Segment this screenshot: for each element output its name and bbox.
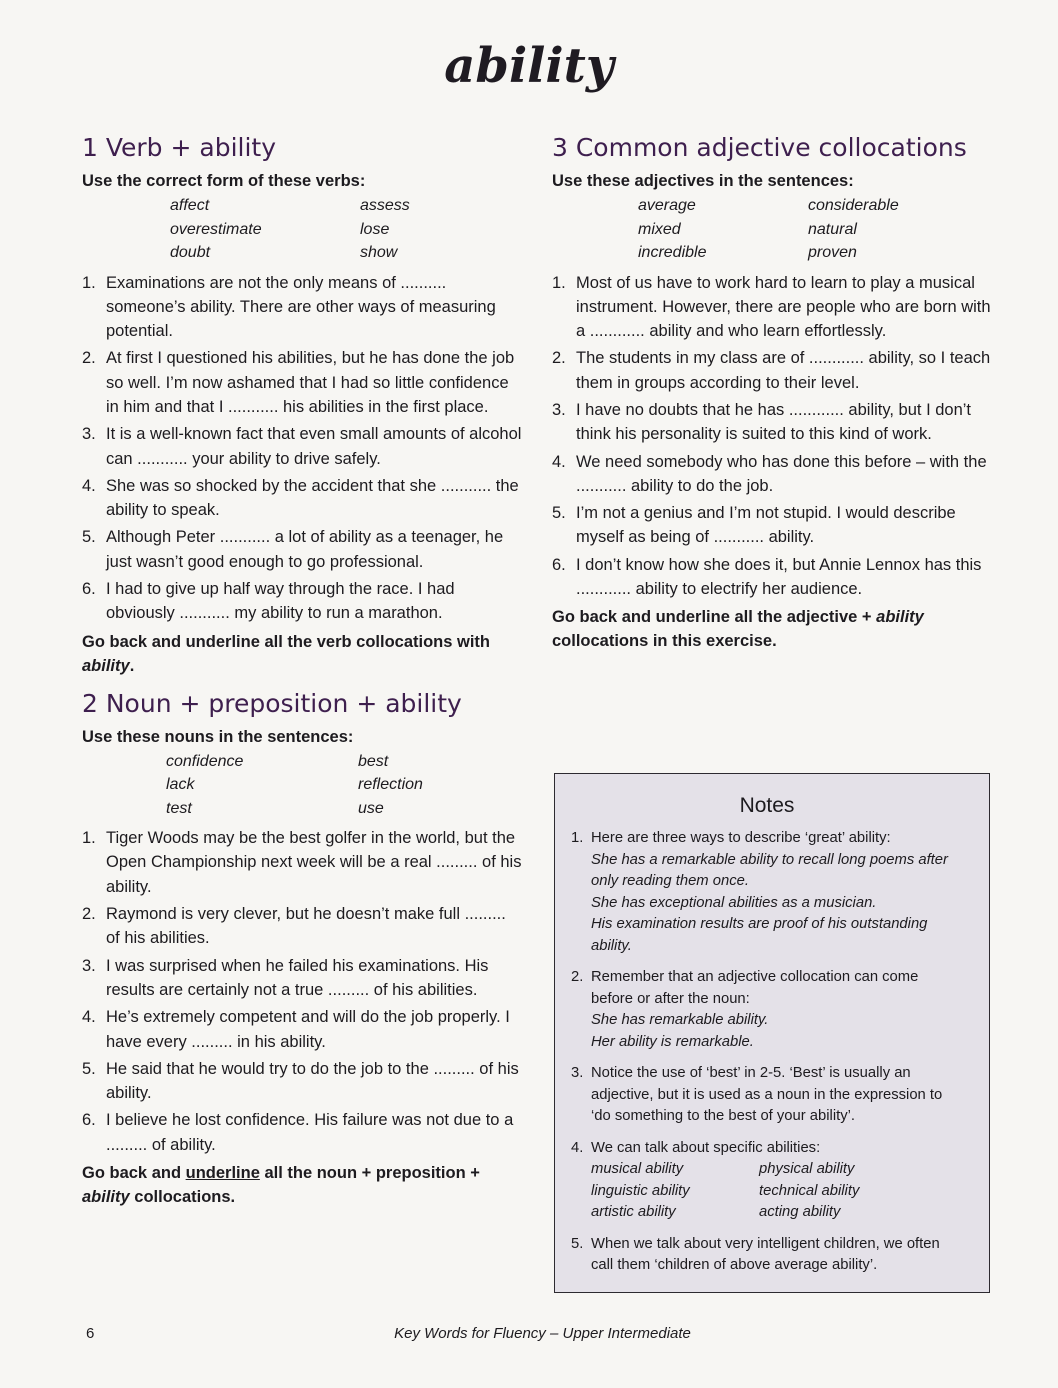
note-item	[571, 1138, 963, 1224]
note-number: 4.	[571, 1139, 584, 1156]
right-column	[552, 132, 992, 663]
word-item: confidence	[166, 752, 244, 770]
exercise-item	[82, 954, 522, 1003]
item-number: 5.	[552, 504, 566, 523]
item-text: It is a well-known fact that even small amounts of alcohol can ........... your ability to drive safely.	[106, 425, 522, 468]
note-text: When we talk about very intelligent children, we often call them ‘children of above average ability’.	[591, 1235, 940, 1273]
ability-example: technical ability	[759, 1182, 860, 1199]
item-text: At first I questioned his abilities, but he has done the job so well. I’m now ashamed that I had so little confidence in him and that I ........... his abilities in the first place.	[106, 349, 515, 416]
item-number: 1.	[552, 273, 566, 292]
item-text: I’m not a genius and I’m not stupid. I would describe myself as being of ........... ability.	[576, 504, 956, 547]
note-number: 2.	[571, 969, 584, 985]
exercise-item	[82, 1005, 522, 1054]
go-back-underlined: underline	[185, 1164, 260, 1183]
word-item: assess	[360, 197, 410, 214]
note-number: 1.	[571, 830, 584, 846]
item-text: The students in my class are of ............ ability, so I teach them in groups according to their level.	[576, 349, 991, 392]
item-number: 2.	[82, 349, 96, 368]
go-back-instruction	[82, 1161, 522, 1209]
word-item: natural	[808, 220, 857, 238]
note-example: His examination results are proof of his outstanding ability.	[591, 916, 928, 954]
word-item: mixed	[638, 220, 681, 238]
exercise-list	[82, 271, 522, 626]
note-example: She has a remarkable ability to recall long poems after only reading them once.	[591, 851, 948, 889]
note-text: Remember that an adjective collocation can come before or after the noun:	[591, 969, 919, 1007]
item-number: 6.	[82, 580, 96, 599]
word-item: test	[166, 799, 192, 817]
item-number: 3.	[552, 400, 566, 419]
go-back-text: collocations.	[129, 1188, 236, 1207]
left-column	[82, 132, 522, 1219]
section-instruction: Use the correct form of these verbs:	[82, 172, 366, 190]
word-item: overestimate	[170, 220, 262, 238]
go-back-instruction	[82, 630, 522, 678]
note-item	[571, 967, 963, 1053]
item-text: I don’t know how she does it, but Annie Lennox has this ............ ability to electrify her audience.	[576, 555, 982, 599]
go-back-emphasis: ability	[876, 608, 924, 627]
word-item: lack	[166, 776, 195, 794]
word-item: doubt	[170, 244, 211, 261]
exercise-item	[552, 553, 992, 602]
go-back-text: Go back and underline all the adjective +	[552, 608, 877, 627]
exercise-item	[552, 501, 992, 550]
item-text: She was so shocked by the accident that she ........... the ability to speak.	[106, 476, 519, 520]
item-number: 5.	[82, 1059, 96, 1078]
exercise-item	[82, 422, 522, 471]
exercise-item	[82, 474, 522, 523]
section-verb-ability	[82, 132, 522, 678]
word-item: use	[358, 799, 384, 817]
item-number: 3.	[82, 425, 96, 444]
section-adjective-collocations	[552, 132, 992, 653]
item-number: 2.	[82, 905, 96, 924]
go-back-text: Go back and underline all the verb collocations with	[82, 632, 490, 651]
item-text: I had to give up half way through the race. I had obviously ........... my ability to run a marathon.	[106, 580, 455, 623]
word-item: proven	[808, 244, 857, 261]
item-number: 2.	[552, 349, 566, 368]
page-title: ability	[444, 38, 614, 94]
abilities-grid	[591, 1159, 963, 1224]
notes-title: Notes	[739, 794, 795, 817]
exercise-item	[82, 1108, 522, 1157]
ability-example: musical ability	[591, 1161, 684, 1177]
item-text: I believe he lost confidence. His failure was not due to a ......... of ability.	[106, 1111, 514, 1154]
exercise-item	[552, 346, 992, 395]
item-text: He’s extremely competent and will do the job properly. I have every ......... in his ability.	[106, 1008, 510, 1051]
item-text: We need somebody who has done this before – with the ........... ability to do the job.	[576, 452, 987, 495]
book-title: Key Words for Fluency – Upper Intermediate	[394, 1325, 691, 1342]
note-example: She has exceptional abilities as a musician.	[591, 894, 877, 911]
exercise-item	[82, 577, 522, 626]
note-number: 3.	[571, 1065, 584, 1081]
section-heading: 3 Common adjective collocations	[552, 133, 967, 162]
item-text: Raymond is very clever, but he doesn’t make full ......... of his abilities.	[106, 905, 506, 948]
section-heading: 1 Verb + ability	[82, 133, 277, 162]
exercise-list	[552, 271, 992, 602]
word-list	[82, 194, 522, 265]
item-text: Although Peter ........... a lot of ability as a teenager, he just wasn’t good enough to go professional.	[106, 528, 504, 571]
word-list	[552, 194, 992, 265]
ability-example: linguistic ability	[591, 1182, 690, 1199]
section-noun-preposition-ability	[82, 688, 522, 1209]
exercise-item	[82, 1057, 522, 1106]
section-heading: 2 Noun + preposition + ability	[82, 688, 462, 718]
item-number: 6.	[82, 1111, 96, 1130]
exercise-list	[82, 826, 522, 1157]
exercise-item	[552, 271, 992, 344]
word-item: average	[638, 197, 696, 214]
item-number: 6.	[552, 555, 566, 574]
item-text: Examinations are not the only means of .......... someone’s ability. There are other ways of measuring potential.	[106, 273, 496, 341]
word-item: affect	[170, 197, 210, 214]
note-text: We can talk about specific abilities:	[591, 1139, 821, 1156]
exercise-item	[82, 346, 522, 419]
page-number: 6	[86, 1325, 95, 1342]
exercise-item	[82, 902, 522, 951]
note-text: Notice the use of ‘best’ in 2-5. ‘Best’ is usually an adjective, but it is used as a noun in the expression to ‘do something to the best of your ability’.	[591, 1065, 943, 1124]
go-back-text: collocations in this exercise.	[552, 632, 777, 651]
item-number: 4.	[82, 1008, 96, 1027]
item-number: 3.	[82, 956, 96, 975]
word-item: show	[360, 244, 398, 261]
item-text: He said that he would try to do the job to the ......... of his ability.	[106, 1059, 519, 1103]
note-item	[571, 1234, 963, 1277]
word-item: incredible	[638, 244, 707, 261]
ability-example: physical ability	[759, 1161, 855, 1177]
item-text: I was surprised when he failed his examinations. His results are certainly not a true ......... of his abilities.	[106, 956, 489, 999]
notes-box	[554, 773, 990, 1293]
note-example: She has remarkable ability.	[591, 1012, 769, 1028]
exercise-item	[82, 525, 522, 574]
word-item: best	[358, 752, 389, 770]
note-item	[571, 828, 963, 957]
ability-example: artistic ability	[591, 1204, 676, 1220]
ability-example: acting ability	[759, 1204, 841, 1220]
item-text: Most of us have to work hard to learn to play a musical instrument. However, there are people who are born with a ............ ability and who learn effortlessly.	[576, 273, 991, 341]
word-list	[82, 750, 522, 821]
item-number: 4.	[552, 452, 566, 471]
exercise-item	[82, 271, 522, 344]
go-back-text: all the noun + preposition +	[259, 1164, 480, 1183]
word-item: lose	[360, 220, 390, 238]
exercise-item	[82, 826, 522, 899]
item-text: Tiger Woods may be the best golfer in the world, but the Open Championship next week will be a real ......... of his ability.	[106, 829, 522, 896]
go-back-instruction	[552, 605, 992, 653]
go-back-text: Go back and	[82, 1164, 186, 1183]
word-item: considerable	[808, 197, 899, 214]
note-number: 5.	[571, 1235, 584, 1252]
go-back-emphasis: ability	[82, 1188, 130, 1207]
note-text: Here are three ways to describe ‘great’ ability:	[591, 830, 891, 846]
item-number: 1.	[82, 829, 96, 848]
item-number: 4.	[82, 476, 96, 495]
exercise-item	[552, 450, 992, 499]
section-instruction: Use these adjectives in the sentences:	[552, 172, 854, 190]
exercise-item	[552, 398, 992, 447]
item-text: I have no doubts that he has ............ ability, but I don’t think his personality is suited to this kind of work.	[576, 400, 972, 444]
note-example: Her ability is remarkable.	[591, 1033, 754, 1050]
go-back-emphasis: ability	[82, 656, 130, 675]
section-instruction: Use these nouns in the sentences:	[82, 727, 354, 746]
item-number: 1.	[82, 273, 96, 292]
go-back-text: .	[129, 656, 135, 675]
note-item	[571, 1063, 963, 1128]
item-number: 5.	[82, 528, 96, 547]
word-item: reflection	[358, 776, 423, 794]
